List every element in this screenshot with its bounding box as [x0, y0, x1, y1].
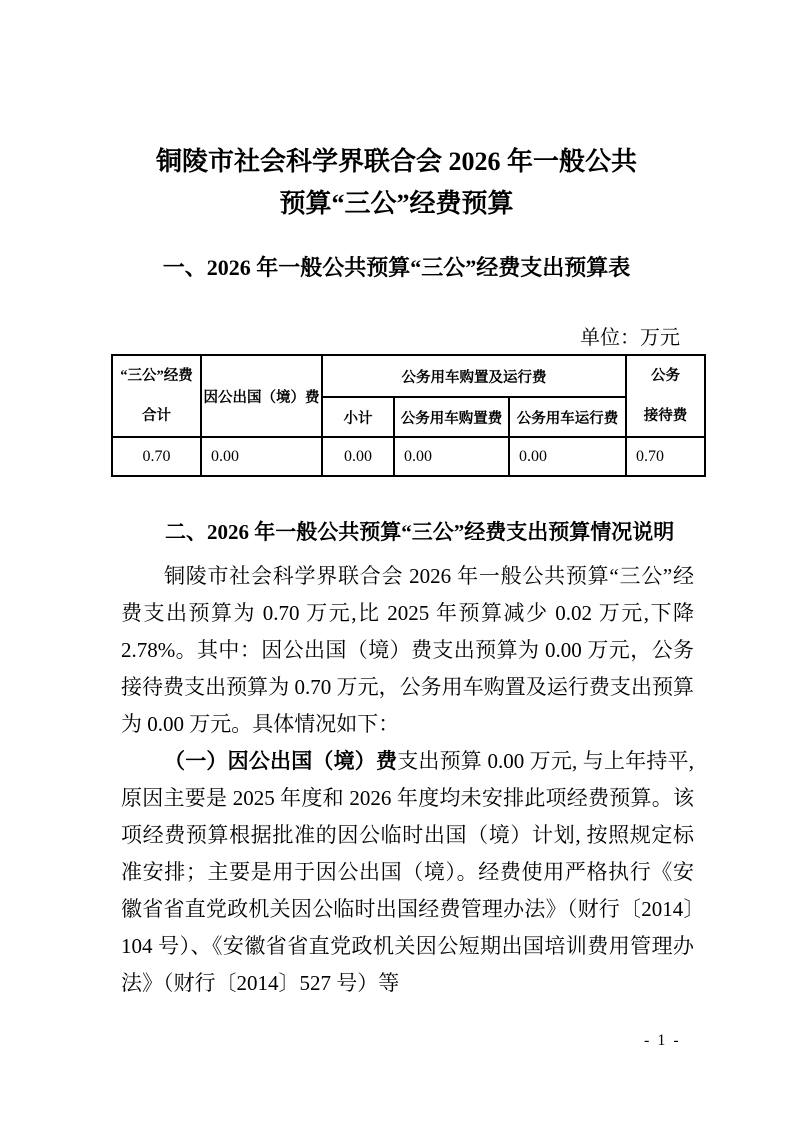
- cell-abroad: 0.00: [201, 437, 322, 476]
- header-abroad: 因公出国（境）费: [201, 355, 322, 437]
- page-number: - 1 -: [644, 1032, 681, 1049]
- cell-vehicle-subtotal: 0.00: [322, 437, 394, 476]
- section2-heading: 二、2026 年一般公共预算“三公”经费支出预算情况说明: [165, 520, 675, 544]
- header-reception: [626, 355, 705, 437]
- paragraph-abroad-text: 支出预算 0.00 万元, 与上年持平, 原因主要是 2025 年度和 2026 年度均未安排此项经费预算。该项经费预算根据批准的因公临时出国（境）计划, 按照规定标准安排；主要是用于因公出国（境）。经费使用严格执行《安徽省省直党政机关因公临时出国经费管理办法》（财行〔2014〕104 号）、《安徽省省直党政机关因公短期出国培训费用管理办法》（财行〔2014〕527 号）等: [121, 749, 695, 995]
- title-line-1: 铜陵市社会科学界联合会 2026 年一般公共: [155, 147, 637, 176]
- header-vehicle-group: 公务用车购置及运行费: [322, 355, 626, 397]
- header-vehicle-subtotal: 小计: [322, 397, 394, 437]
- title-line-2: 预算“三公”经费预算: [279, 189, 514, 218]
- cell-total: 0.70: [112, 437, 201, 476]
- header-reception-line1: 公务: [651, 368, 680, 384]
- cell-vehicle-operation: 0.00: [509, 437, 626, 476]
- header-total: [112, 355, 201, 437]
- budget-table: [111, 354, 706, 477]
- header-total-line2: 合计: [142, 408, 171, 424]
- cell-reception: 0.70: [626, 437, 705, 476]
- table-data-row: [112, 437, 705, 476]
- document-title: [0, 0, 793, 225]
- header-vehicle-operation: 公务用车运行费: [509, 397, 626, 437]
- section1-heading: 一、2026 年一般公共预算“三公”经费支出预算表: [162, 255, 631, 280]
- cell-vehicle-purchase: 0.00: [394, 437, 509, 476]
- header-reception-line2: 接待费: [643, 408, 688, 424]
- header-total-line1: “三公”经费: [120, 368, 193, 384]
- table-unit-note: 单位：万元: [580, 327, 680, 349]
- table-header-row-1: [112, 355, 705, 397]
- paragraph-abroad-expense: [121, 743, 694, 1002]
- paragraph-abroad-lead: （一）因公出国（境）费: [164, 749, 398, 773]
- paragraph-overview: 铜陵市社会科学界联合会 2026 年一般公共预算“三公”经费支出预算为 0.70 万元,比 2025 年预算减少 0.02 万元,下降 2.78%。其中：因公出国（境）费支出预算为 0.00 万元，公务接待费支出预算为 0.70 万元，公务用车购置及运行费支出预算为 0.00 万元。具体情况如下：: [121, 564, 694, 736]
- header-vehicle-purchase: 公务用车购置费: [394, 397, 509, 437]
